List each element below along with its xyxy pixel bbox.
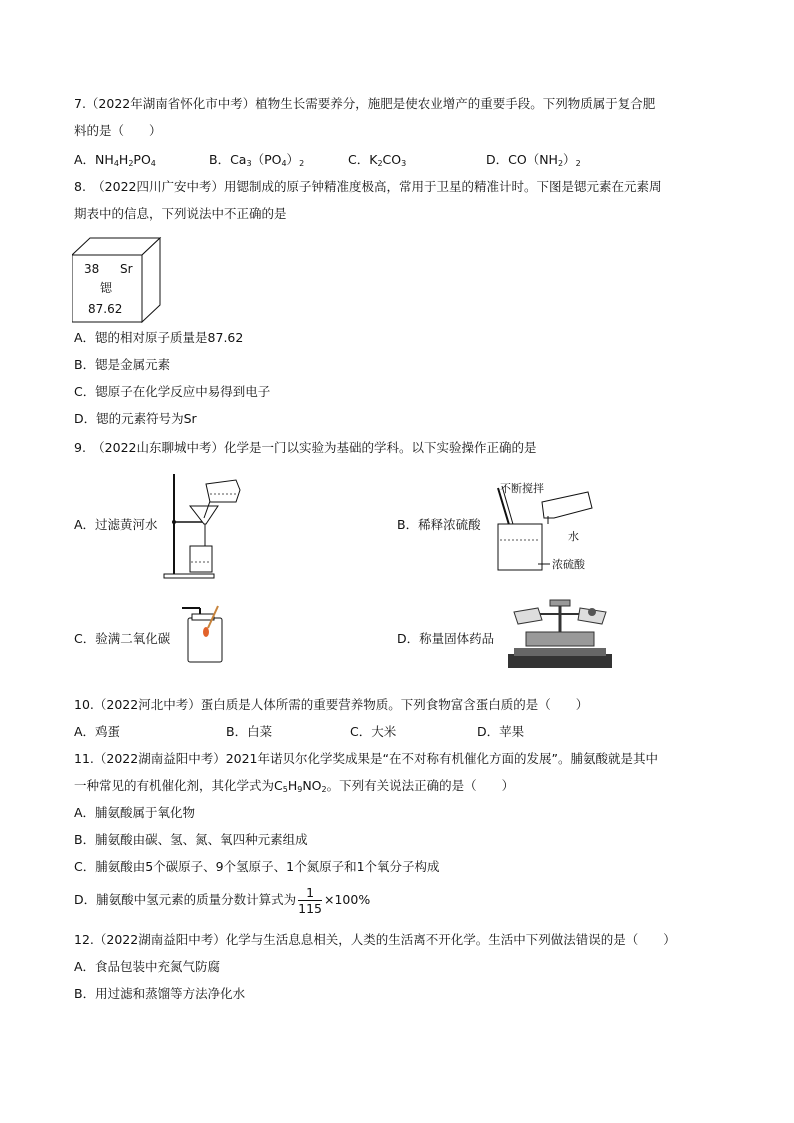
q8-stem-line2: 期表中的信息，下列说法中不正确的是 bbox=[74, 206, 287, 221]
element-name: 锶 bbox=[100, 281, 113, 295]
q12-option-a: A．食品包装中充氮气防腐 bbox=[74, 959, 221, 974]
gas-bottle-apparatus bbox=[180, 604, 230, 664]
filtration-figure bbox=[160, 470, 250, 583]
co2-test-figure bbox=[180, 604, 230, 667]
q10-stem: 10.（2022河北中考）蛋白质是人体所需的重要营养物质。下列食物富含蛋白质的是（ ） bbox=[74, 697, 589, 712]
q7-option-a: A．$NH_4H_2PO_4$ bbox=[74, 152, 156, 168]
q7-option-d: D．$CO(NH_2)_2$ bbox=[486, 152, 581, 168]
q11-option-a: A．脯氨酸属于氧化物 bbox=[74, 805, 196, 820]
balance-figure bbox=[506, 598, 616, 675]
q12-option-b: B．用过滤和蒸馏等方法净化水 bbox=[74, 986, 246, 1001]
q10-option-a: A．鸡蛋 bbox=[74, 724, 121, 739]
label-stir: 不断搅拌 bbox=[500, 482, 544, 495]
q9-option-a: A．过滤黄河水 bbox=[74, 517, 158, 532]
q8-option-b: B．锶是金属元素 bbox=[74, 357, 171, 372]
q11-option-d: D．脯氨酸中氢元素的质量分数计算式为 $\frac{1}{115}$ ×100% bbox=[74, 885, 371, 916]
q7-option-b: B．$Ca_3(PO_4)_2$ bbox=[209, 152, 305, 168]
element-cube-figure bbox=[72, 237, 162, 323]
q11-option-c: C．脯氨酸由5个碳原子、9个氢原子、1个氮原子和1个氧分子构成 bbox=[74, 859, 440, 874]
dilution-figure bbox=[492, 478, 597, 577]
filtration-apparatus bbox=[160, 470, 250, 580]
q9-option-d: D．称量固体药品 bbox=[397, 631, 495, 646]
q7-stem-line1: 7.（2022年湖南省怀化市中考）植物生长需要养分，施肥是使农业增产的重要手段。下列物质属于复合肥 bbox=[74, 96, 656, 111]
element-symbol: Sr bbox=[120, 262, 133, 276]
element-atomic-number: 38 bbox=[84, 262, 100, 276]
q8-option-a: A．锶的相对原子质量是87.62 bbox=[74, 330, 244, 345]
balance-apparatus bbox=[506, 598, 616, 672]
q8-option-c: C．锶原子在化学反应中易得到电子 bbox=[74, 384, 271, 399]
q11-option-b: B．脯氨酸由碳、氢、氮、氧四种元素组成 bbox=[74, 832, 308, 847]
q9-option-c: C．验满二氧化碳 bbox=[74, 631, 171, 646]
q11-stem-line2: 一种常见的有机催化剂，其化学式为$C_5H_9NO_2$。下列有关说法正确的是（ ） bbox=[74, 778, 515, 794]
q8-option-d: D．锶的元素符号为Sr bbox=[74, 411, 197, 426]
q9-option-b: B．稀释浓硫酸 bbox=[397, 517, 481, 532]
q10-option-d: D．苹果 bbox=[477, 724, 525, 739]
q11-stem-line1: 11.（2022湖南益阳中考）2021年诺贝尔化学奖成果是“在不对称有机催化方面的发展”。脯氨酸就是其中 bbox=[74, 751, 658, 766]
q9-stem: 9. （2022山东聊城中考）化学是一门以实验为基础的学科。以下实验操作正确的是 bbox=[74, 440, 537, 455]
q7-option-c: C．$K_2CO_3$ bbox=[348, 152, 407, 168]
element-atomic-mass: 87.62 bbox=[88, 302, 123, 316]
label-water: 水 bbox=[568, 530, 579, 543]
label-concentrated-acid: 浓硫酸 bbox=[552, 558, 585, 571]
mass-fraction: $\frac{1}{115}$ bbox=[298, 885, 322, 916]
strontium-element-cube bbox=[72, 237, 162, 326]
q8-stem-line1: 8. （2022四川广安中考）用锶制成的原子钟精准度极高，常用于卫星的精准计时。下图是锶元素在元素周 bbox=[74, 179, 662, 194]
q10-option-b: B．白菜 bbox=[226, 724, 273, 739]
q10-option-c: C．大米 bbox=[350, 724, 397, 739]
q12-stem: 12.（2022湖南益阳中考）化学与生活息息相关，人类的生活离不开化学。生活中下列做法错误的是（ ） bbox=[74, 932, 676, 947]
q7-stem-line2: 料的是（ ） bbox=[74, 123, 162, 138]
acid-dilution-apparatus bbox=[492, 478, 597, 574]
